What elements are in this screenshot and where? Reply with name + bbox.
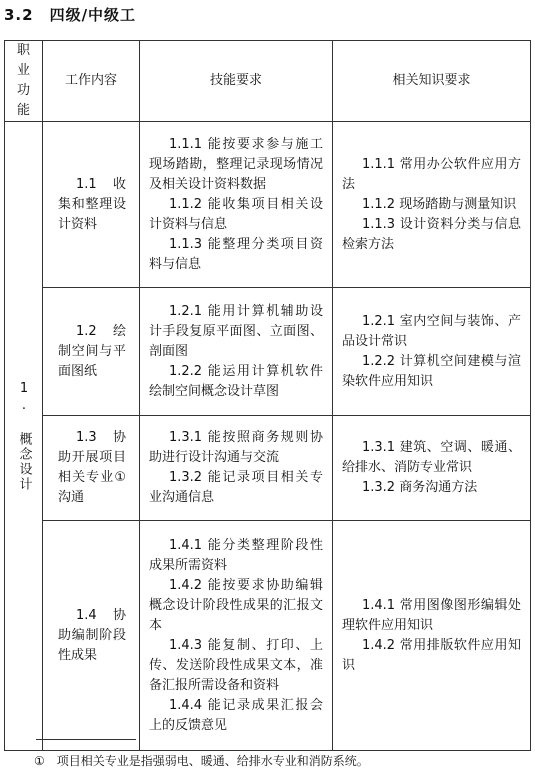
footnote-mark: ① xyxy=(34,754,45,768)
role-cell xyxy=(5,122,43,751)
knowledge-item: 1.1.2 现场踏勘与测量知识 xyxy=(362,196,517,212)
work-content: 1.2 绘制空间与平面图纸 xyxy=(58,323,126,379)
header-skill: 技能要求 xyxy=(140,41,333,122)
skill-item: 1.3.1 能按照商务规则协助进行设计沟通与交流 xyxy=(149,430,323,465)
header-work: 工作内容 xyxy=(43,41,140,122)
skill-item: 1.3.2 能记录项目相关专业沟通信息 xyxy=(149,470,323,505)
skill-item: 1.2.2 能运用计算机软件绘制空间概念设计草图 xyxy=(149,363,323,399)
footnote xyxy=(34,752,369,769)
skill-item: 1.4.3 能复制、打印、上传、发送阶段性成果文本，准备汇报所需设备和资料 xyxy=(149,637,323,693)
work-content: 1.4 协助编制阶段性成果 xyxy=(58,607,126,663)
skill-item: 1.1.1 能按要求参与施工现场踏勘，整理记录现场情况及相关设计资料数据 xyxy=(149,136,323,192)
skills-table xyxy=(4,40,531,751)
work-content: 1.1 收集和整理设计资料 xyxy=(58,176,126,232)
header-role: 职业功能 xyxy=(5,41,43,122)
skill-item: 1.4.1 能分类整理阶段性成果所需资料 xyxy=(149,537,323,573)
knowledge-item: 1.2.1 室内空间与装饰、产品设计常识 xyxy=(342,313,521,349)
knowledge-item: 1.1.1 常用办公软件应用方法 xyxy=(342,156,521,192)
role-label: 1. 概念设计 xyxy=(16,380,32,492)
skill-item: 1.4.4 能记录成果汇报会上的反馈意见 xyxy=(149,697,323,733)
table-row xyxy=(5,416,531,521)
table-row xyxy=(5,122,531,288)
section-title: 3.2 四级/中级工 xyxy=(4,6,137,24)
knowledge-item: 1.2.2 计算机空间建模与渲染软件应用知识 xyxy=(342,353,521,389)
skill-item: 1.1.2 能收集项目相关设计资料与信息 xyxy=(149,196,323,232)
knowledge-item: 1.3.1 建筑、空调、暖通、给排水、消防专业常识 xyxy=(342,440,521,475)
knowledge-item: 1.4.2 常用排版软件应用知识 xyxy=(342,637,521,673)
skill-item: 1.4.2 能按要求协助编辑概念设计阶段性成果的汇报文本 xyxy=(149,577,323,633)
skill-item: 1.1.3 能整理分类项目资料与信息 xyxy=(149,236,323,272)
knowledge-item: 1.3.2 商务沟通方法 xyxy=(362,480,478,495)
footnote-text: 项目相关专业是指强弱电、暖通、给排水专业和消防系统。 xyxy=(56,754,369,768)
skill-item: 1.2.1 能用计算机辅助设计手段复原平面图、立面图、剖面图 xyxy=(149,303,323,359)
table-row xyxy=(5,521,531,751)
footnote-divider xyxy=(36,739,136,740)
knowledge-item: 1.1.3 设计资料分类与信息检索方法 xyxy=(342,216,521,252)
table-row xyxy=(5,288,531,416)
work-content: 1.3 协助开展项目相关专业①沟通 xyxy=(58,430,126,505)
header-knowledge: 相关知识要求 xyxy=(333,41,531,122)
knowledge-item: 1.4.1 常用图像图形编辑处理软件应用知识 xyxy=(342,597,521,633)
table-header-row xyxy=(5,41,531,122)
